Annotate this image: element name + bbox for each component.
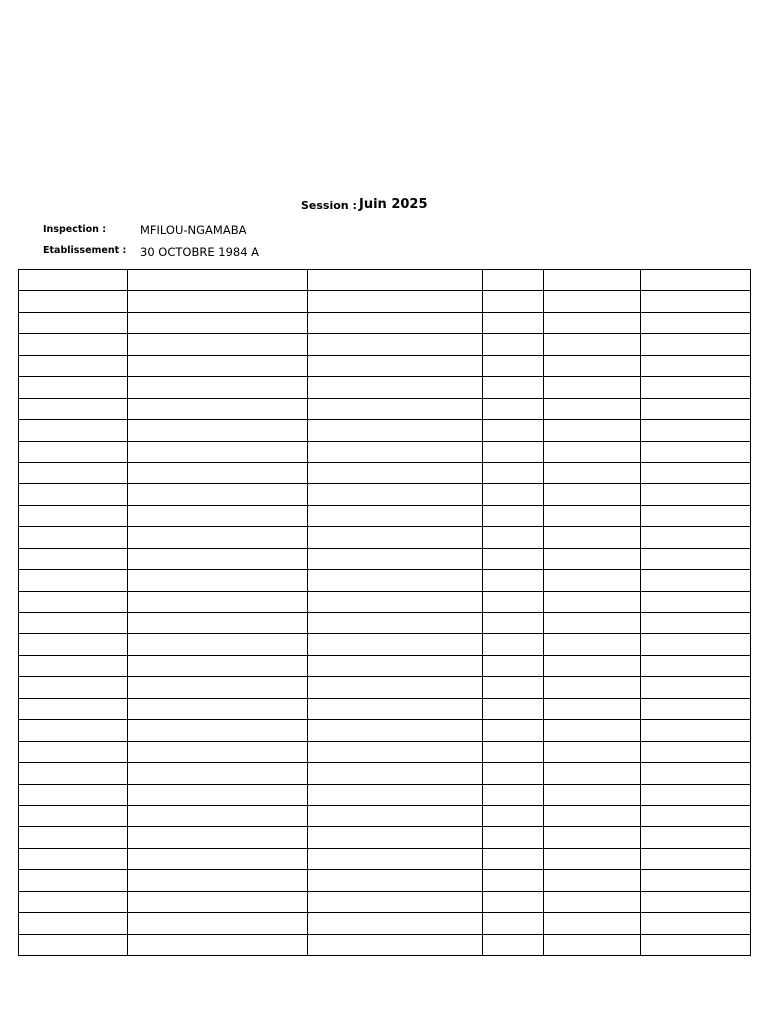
etablissement-value: 30 OCTOBRE 1984 A: [140, 245, 260, 259]
table-row: [19, 570, 751, 591]
table-cell: [544, 655, 641, 676]
table-cell: [128, 913, 308, 934]
table-cell: [308, 527, 483, 548]
table-cell: [308, 870, 483, 891]
table-row: [19, 720, 751, 741]
table-row: [19, 634, 751, 655]
table-cell: [128, 763, 308, 784]
table-row: [19, 677, 751, 698]
table-cell: [483, 505, 544, 526]
table-cell: [544, 891, 641, 912]
table-cell: [544, 848, 641, 869]
table-cell: [641, 548, 751, 569]
table-row: [19, 334, 751, 355]
inspection-label: Inspection :: [43, 224, 107, 235]
table-cell: [128, 784, 308, 805]
table-cell: [641, 634, 751, 655]
table-cell: [483, 784, 544, 805]
table-cell: [128, 484, 308, 505]
table-cell: [19, 677, 128, 698]
table-cell: [544, 398, 641, 419]
table-cell: [19, 420, 128, 441]
table-cell: [641, 441, 751, 462]
table-cell: [483, 484, 544, 505]
table-cell: [19, 591, 128, 612]
table-cell: [544, 527, 641, 548]
table-cell: [483, 720, 544, 741]
table-row: [19, 591, 751, 612]
table-cell: [308, 377, 483, 398]
empty-grid-table: [18, 269, 751, 956]
table-cell: [483, 741, 544, 762]
table-cell: [641, 484, 751, 505]
table-cell: [641, 741, 751, 762]
table-cell: [544, 827, 641, 848]
table-cell: [19, 505, 128, 526]
table-cell: [483, 570, 544, 591]
table-cell: [128, 827, 308, 848]
table-cell: [544, 741, 641, 762]
table-cell: [19, 570, 128, 591]
table-cell: [19, 805, 128, 826]
table-cell: [19, 784, 128, 805]
table-cell: [544, 613, 641, 634]
table-cell: [544, 698, 641, 719]
table-cell: [19, 848, 128, 869]
table-cell: [308, 677, 483, 698]
table-cell: [544, 355, 641, 376]
table-cell: [641, 698, 751, 719]
grid-body: [19, 270, 751, 956]
table-cell: [128, 441, 308, 462]
table-cell: [19, 312, 128, 333]
table-cell: [308, 334, 483, 355]
table-cell: [641, 420, 751, 441]
table-row: [19, 441, 751, 462]
table-cell: [19, 741, 128, 762]
table-row: [19, 377, 751, 398]
table-cell: [128, 891, 308, 912]
table-cell: [544, 763, 641, 784]
table-cell: [641, 505, 751, 526]
table-cell: [544, 291, 641, 312]
table-cell: [19, 377, 128, 398]
table-cell: [544, 270, 641, 291]
table-cell: [641, 891, 751, 912]
table-cell: [483, 441, 544, 462]
table-row: [19, 827, 751, 848]
table-row: [19, 741, 751, 762]
table-cell: [308, 441, 483, 462]
table-cell: [544, 312, 641, 333]
table-cell: [128, 848, 308, 869]
table-cell: [641, 720, 751, 741]
table-cell: [544, 784, 641, 805]
table-cell: [19, 334, 128, 355]
table-cell: [308, 291, 483, 312]
table-cell: [19, 720, 128, 741]
table-cell: [128, 312, 308, 333]
table-cell: [128, 591, 308, 612]
table-row: [19, 420, 751, 441]
table-row: [19, 312, 751, 333]
table-cell: [544, 913, 641, 934]
table-cell: [544, 548, 641, 569]
table-cell: [128, 720, 308, 741]
table-cell: [641, 591, 751, 612]
table-cell: [128, 613, 308, 634]
table-cell: [483, 312, 544, 333]
table-cell: [308, 355, 483, 376]
table-cell: [544, 634, 641, 655]
table-cell: [483, 355, 544, 376]
table-cell: [308, 827, 483, 848]
table-row: [19, 698, 751, 719]
table-cell: [308, 720, 483, 741]
table-row: [19, 613, 751, 634]
table-cell: [19, 398, 128, 419]
table-row: [19, 784, 751, 805]
inspection-value: MFILOU-NGAMABA: [140, 223, 247, 237]
table-cell: [308, 270, 483, 291]
table-cell: [483, 848, 544, 869]
table-cell: [128, 934, 308, 955]
table-cell: [641, 398, 751, 419]
table-cell: [308, 570, 483, 591]
table-cell: [641, 312, 751, 333]
table-cell: [19, 548, 128, 569]
table-cell: [19, 934, 128, 955]
table-cell: [483, 698, 544, 719]
table-cell: [308, 698, 483, 719]
table-row: [19, 763, 751, 784]
table-cell: [128, 355, 308, 376]
table-row: [19, 848, 751, 869]
table-cell: [128, 548, 308, 569]
table-cell: [308, 655, 483, 676]
table-cell: [483, 548, 544, 569]
table-cell: [19, 484, 128, 505]
table-cell: [19, 913, 128, 934]
table-cell: [483, 934, 544, 955]
table-cell: [19, 527, 128, 548]
table-cell: [641, 270, 751, 291]
table-cell: [308, 913, 483, 934]
table-cell: [544, 377, 641, 398]
table-cell: [483, 677, 544, 698]
table-cell: [483, 291, 544, 312]
table-cell: [128, 505, 308, 526]
table-cell: [483, 462, 544, 483]
table-cell: [483, 334, 544, 355]
table-cell: [544, 720, 641, 741]
table-cell: [641, 655, 751, 676]
table-row: [19, 934, 751, 955]
table-row: [19, 891, 751, 912]
table-row: [19, 805, 751, 826]
table-cell: [19, 355, 128, 376]
table-cell: [19, 462, 128, 483]
table-cell: [544, 505, 641, 526]
table-cell: [128, 420, 308, 441]
table-cell: [544, 334, 641, 355]
table-row: [19, 462, 751, 483]
table-cell: [128, 805, 308, 826]
table-cell: [483, 870, 544, 891]
table-cell: [128, 527, 308, 548]
table-cell: [641, 805, 751, 826]
table-cell: [19, 291, 128, 312]
table-cell: [128, 870, 308, 891]
table-cell: [308, 548, 483, 569]
table-cell: [483, 655, 544, 676]
table-cell: [128, 334, 308, 355]
table-cell: [544, 591, 641, 612]
table-cell: [308, 462, 483, 483]
table-cell: [308, 420, 483, 441]
table-row: [19, 870, 751, 891]
table-cell: [128, 677, 308, 698]
table-cell: [641, 763, 751, 784]
table-cell: [19, 827, 128, 848]
table-cell: [483, 270, 544, 291]
table-cell: [128, 270, 308, 291]
table-cell: [19, 870, 128, 891]
table-cell: [308, 591, 483, 612]
table-cell: [128, 634, 308, 655]
table-cell: [641, 677, 751, 698]
table-cell: [128, 462, 308, 483]
table-cell: [308, 848, 483, 869]
table-row: [19, 913, 751, 934]
table-cell: [19, 270, 128, 291]
table-cell: [544, 441, 641, 462]
table-row: [19, 270, 751, 291]
table-cell: [483, 891, 544, 912]
table-cell: [483, 527, 544, 548]
table-cell: [641, 827, 751, 848]
table-cell: [641, 291, 751, 312]
table-cell: [128, 377, 308, 398]
session-value: Juin 2025: [359, 197, 428, 212]
table-cell: [483, 913, 544, 934]
table-cell: [544, 805, 641, 826]
table-cell: [308, 763, 483, 784]
table-cell: [128, 698, 308, 719]
table-cell: [483, 634, 544, 655]
table-cell: [641, 784, 751, 805]
table-cell: [483, 613, 544, 634]
table-cell: [128, 398, 308, 419]
table-cell: [544, 677, 641, 698]
table-cell: [308, 934, 483, 955]
session-label: Session :: [301, 199, 357, 212]
table-cell: [544, 870, 641, 891]
table-cell: [19, 891, 128, 912]
table-cell: [483, 420, 544, 441]
table-cell: [544, 570, 641, 591]
table-cell: [19, 655, 128, 676]
table-cell: [308, 741, 483, 762]
table-cell: [641, 613, 751, 634]
table-cell: [483, 591, 544, 612]
table-cell: [483, 827, 544, 848]
table-cell: [641, 570, 751, 591]
table-row: [19, 505, 751, 526]
table-cell: [308, 784, 483, 805]
table-cell: [19, 613, 128, 634]
table-cell: [308, 398, 483, 419]
table-row: [19, 291, 751, 312]
table-cell: [641, 355, 751, 376]
table-row: [19, 655, 751, 676]
table-row: [19, 484, 751, 505]
table-cell: [308, 613, 483, 634]
table-cell: [641, 527, 751, 548]
table-cell: [641, 462, 751, 483]
etablissement-label: Etablissement :: [43, 245, 127, 256]
table-cell: [308, 505, 483, 526]
table-cell: [641, 334, 751, 355]
table-cell: [483, 377, 544, 398]
table-row: [19, 355, 751, 376]
table-cell: [544, 462, 641, 483]
table-cell: [308, 634, 483, 655]
table-cell: [19, 763, 128, 784]
table-cell: [641, 934, 751, 955]
table-cell: [544, 934, 641, 955]
table-cell: [641, 377, 751, 398]
table-cell: [308, 805, 483, 826]
table-cell: [128, 570, 308, 591]
table-cell: [19, 698, 128, 719]
table-cell: [641, 870, 751, 891]
table-cell: [483, 763, 544, 784]
table-cell: [128, 655, 308, 676]
table-cell: [641, 913, 751, 934]
table-cell: [128, 291, 308, 312]
table-cell: [308, 484, 483, 505]
table-cell: [483, 805, 544, 826]
table-cell: [641, 848, 751, 869]
table-cell: [544, 420, 641, 441]
table-cell: [128, 741, 308, 762]
table-cell: [544, 484, 641, 505]
table-row: [19, 527, 751, 548]
table-cell: [308, 312, 483, 333]
table-row: [19, 398, 751, 419]
table-cell: [308, 891, 483, 912]
table-cell: [19, 441, 128, 462]
table-row: [19, 548, 751, 569]
table-cell: [19, 634, 128, 655]
table-cell: [483, 398, 544, 419]
